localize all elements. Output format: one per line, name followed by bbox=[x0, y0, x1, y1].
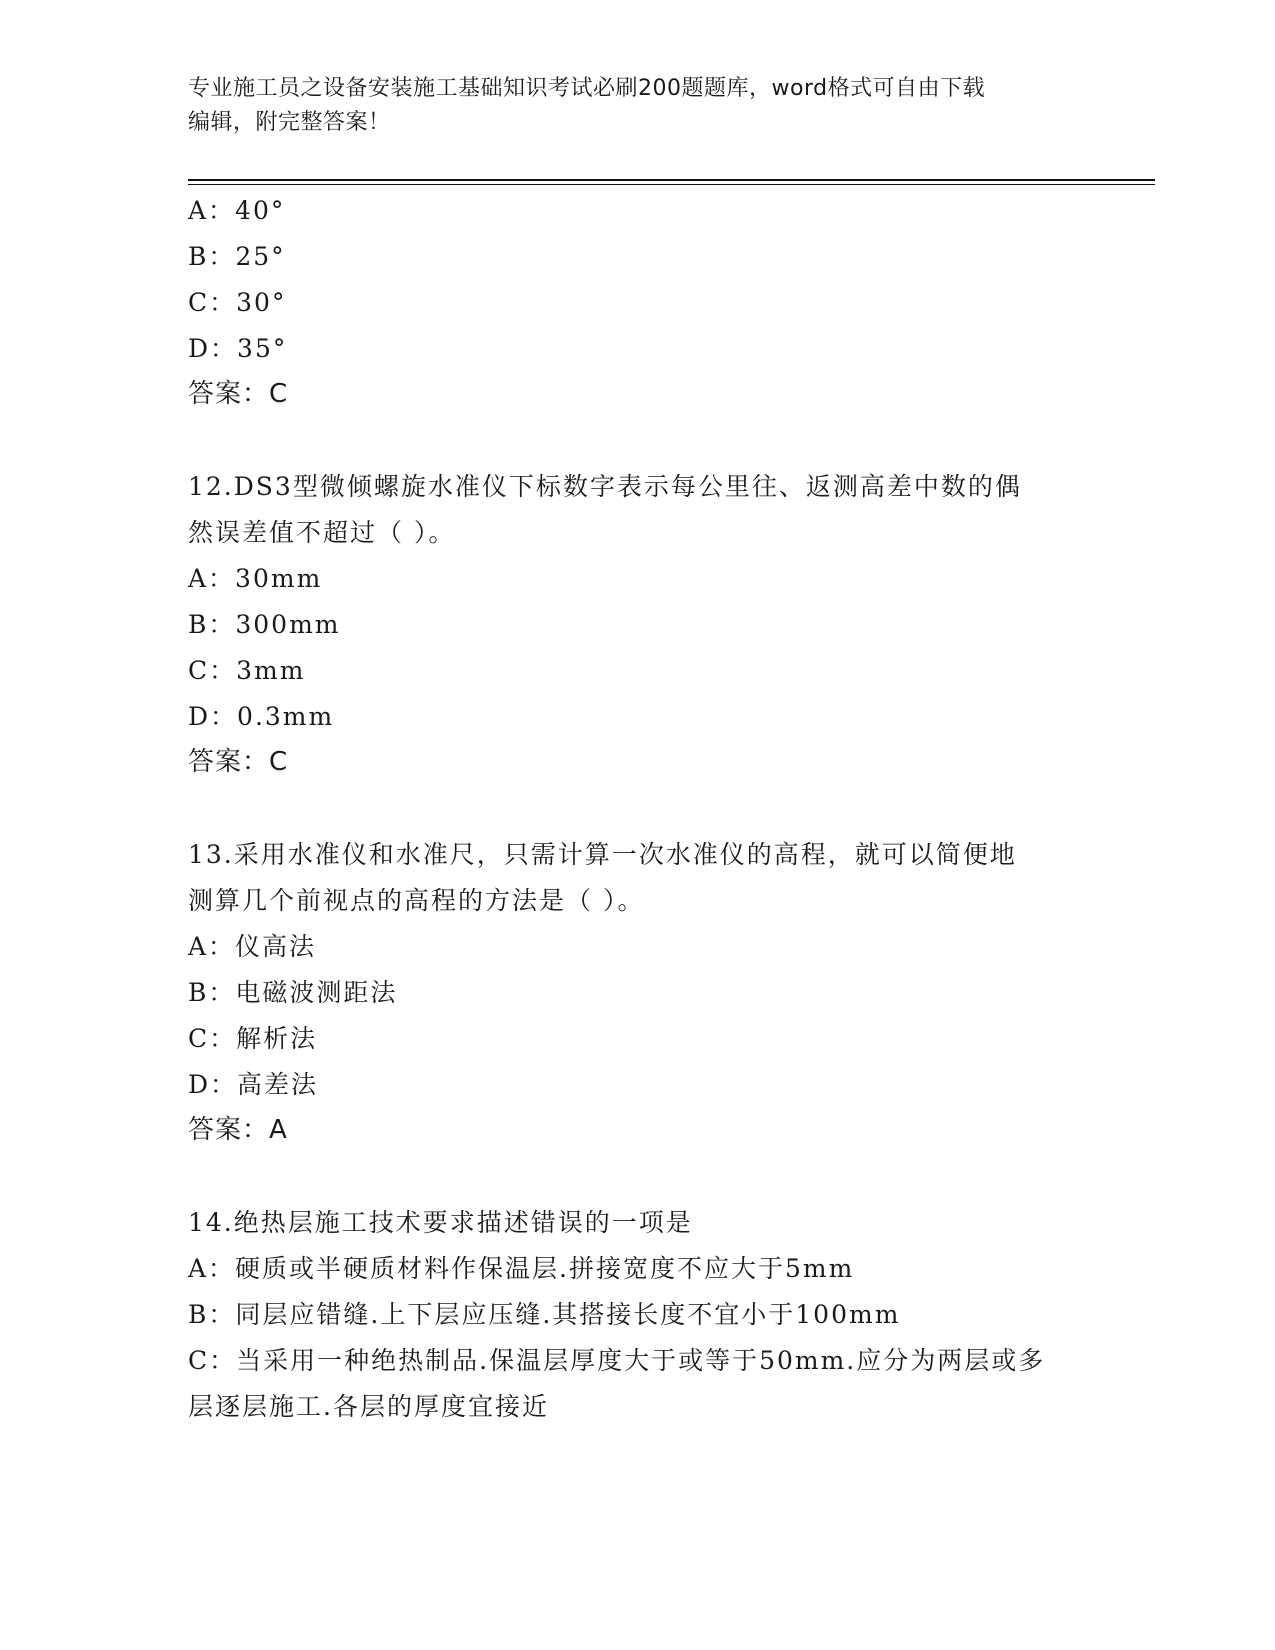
option-c: C：30° bbox=[188, 288, 287, 317]
option-d: D：高差法 bbox=[188, 1070, 319, 1099]
question-14 bbox=[188, 1200, 1088, 1430]
option-d: D：0.3mm bbox=[188, 702, 335, 731]
option-b: B：25° bbox=[188, 242, 286, 271]
option-c: C：3mm bbox=[188, 656, 306, 685]
option-b: B：同层应错缝.上下层应压缝.其搭接长度不宜小于100mm bbox=[188, 1300, 901, 1329]
question-stem: 12.DS3型微倾螺旋水准仪下标数字表示每公里往、返测高差中数的偶 bbox=[188, 472, 1022, 501]
answer: 答案：C bbox=[188, 747, 289, 777]
option-a: A：硬质或半硬质材料作保温层.拼接宽度不应大于5mm bbox=[188, 1254, 855, 1283]
document-body bbox=[188, 188, 1088, 1430]
document-header bbox=[188, 72, 1088, 140]
question-13 bbox=[188, 832, 1088, 1152]
option-c: C：当采用一种绝热制品.保温层厚度大于或等于50mm.应分为两层或多 bbox=[188, 1346, 1046, 1375]
header-title-line2: 编辑，附完整答案！ bbox=[188, 110, 391, 135]
header-title-line1: 专业施工员之设备安装施工基础知识考试必刷200题题库，word格式可自由下载 bbox=[188, 76, 986, 101]
option-a: A：30mm bbox=[188, 564, 323, 593]
option-b: B：300mm bbox=[188, 610, 341, 639]
question-stem: 测算几个前视点的高程的方法是（ ）。 bbox=[188, 886, 645, 915]
header-rule-thick bbox=[188, 179, 1155, 181]
option-c: C：解析法 bbox=[188, 1024, 318, 1053]
question-stem: 然误差值不超过（ ）。 bbox=[188, 518, 456, 547]
option-b: B：电磁波测距法 bbox=[188, 978, 398, 1007]
question-stem: 13.采用水准仪和水准尺，只需计算一次水准仪的高程，就可以简便地 bbox=[188, 840, 1017, 869]
question-stem: 14.绝热层施工技术要求描述错误的一项是 bbox=[188, 1208, 693, 1237]
answer: 答案：C bbox=[188, 379, 289, 409]
question-11 bbox=[188, 188, 1088, 416]
option-a: A：40° bbox=[188, 196, 286, 225]
option-a: A：仪高法 bbox=[188, 932, 317, 961]
question-12 bbox=[188, 464, 1088, 784]
answer: 答案：A bbox=[188, 1115, 288, 1145]
header-rule-thin bbox=[188, 184, 1155, 185]
option-c-continued: 层逐层施工.各层的厚度宜接近 bbox=[188, 1392, 549, 1421]
option-d: D：35° bbox=[188, 334, 288, 363]
